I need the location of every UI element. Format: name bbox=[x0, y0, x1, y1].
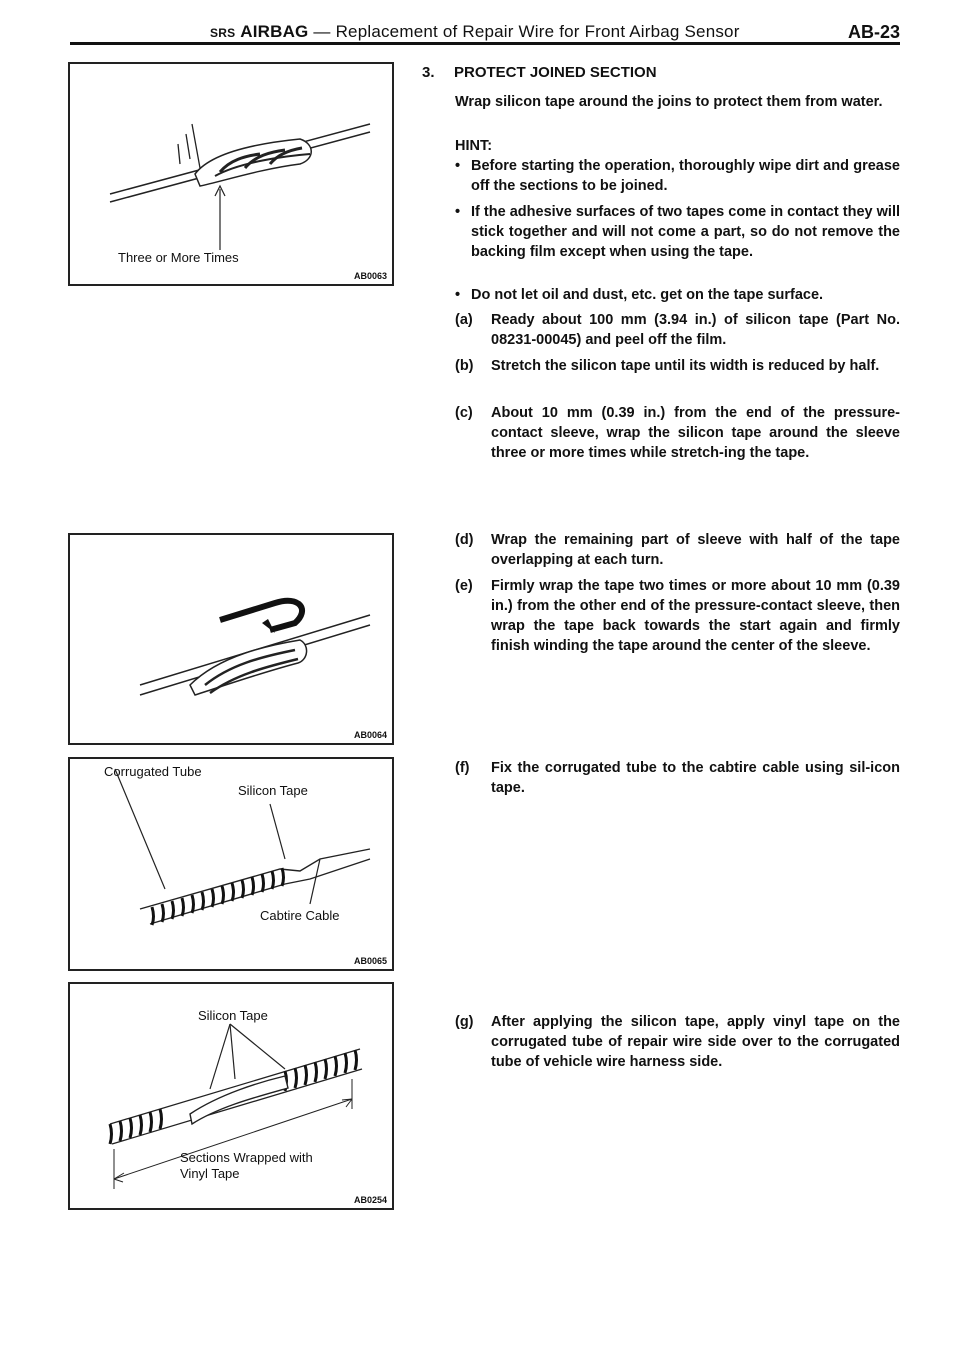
hint-label: HINT: bbox=[455, 138, 493, 154]
header-srs: SRS bbox=[210, 26, 236, 40]
figure-ab0063 bbox=[68, 62, 394, 286]
figure-label: Three or More Times bbox=[118, 250, 239, 265]
section-title bbox=[422, 64, 657, 81]
bullet-mark: • bbox=[455, 287, 461, 303]
section-number: 3. bbox=[422, 64, 435, 81]
step-g bbox=[455, 1012, 900, 1072]
step-c bbox=[455, 403, 900, 463]
step-text: Firmly wrap the tape two times or more about 10 mm (0.39 in.) from the other end of the pressure-contact sleeve, then wrap the tape back towards the start again and firmly finish winding the tape around the center of the sleeve. bbox=[491, 578, 900, 654]
bullet-text: Do not let oil and dust, etc. get on the tape surface. bbox=[471, 287, 824, 303]
figure-label-corrugated-tube: Corrugated Tube bbox=[104, 764, 202, 779]
hint-bullet bbox=[455, 202, 900, 262]
header-dash: — bbox=[313, 22, 331, 41]
step-b bbox=[455, 356, 900, 376]
figure-label-silicon-tape: Silicon Tape bbox=[198, 1008, 268, 1023]
section-intro: Wrap silicon tape around the joins to protect them from water. bbox=[455, 94, 883, 110]
step-text: Wrap the remaining part of sleeve with half of the tape overlapping at each turn. bbox=[491, 532, 900, 568]
figure-code: AB0063 bbox=[353, 271, 387, 281]
step-letter: (d) bbox=[455, 532, 474, 548]
figure-ab0065 bbox=[68, 757, 394, 971]
step-text: After applying the silicon tape, apply vinyl tape on the corrugated tube of repair wire side over to the corrugated tube of vehicle wire harness side. bbox=[491, 1014, 900, 1070]
header-title bbox=[210, 22, 740, 42]
figure-code: AB0065 bbox=[353, 956, 387, 966]
bullet-mark: • bbox=[455, 158, 461, 174]
figure-ab0064 bbox=[68, 533, 394, 745]
wrap-illustration-2 bbox=[70, 535, 392, 743]
figure-label-silicon-tape: Silicon Tape bbox=[238, 783, 308, 798]
page-header bbox=[70, 22, 900, 46]
step-letter: (c) bbox=[455, 405, 473, 421]
step-letter: (a) bbox=[455, 312, 473, 328]
hint-bullet bbox=[455, 156, 900, 196]
bullet-mark: • bbox=[455, 204, 461, 220]
figure-label-vinyl-tape: Vinyl Tape bbox=[180, 1166, 240, 1181]
step-text: About 10 mm (0.39 in.) from the end of the pressure-contact sleeve, wrap the silicon tape around the sleeve three or more times while stretch-ing the tape. bbox=[491, 405, 900, 461]
section-heading: PROTECT JOINED SECTION bbox=[454, 64, 657, 81]
step-f bbox=[455, 758, 900, 798]
header-rule bbox=[70, 42, 900, 45]
hint-bullet bbox=[455, 285, 900, 305]
step-a bbox=[455, 310, 900, 350]
page-number: AB-23 bbox=[847, 22, 900, 42]
step-letter: (g) bbox=[455, 1014, 474, 1030]
header-airbag: AIRBAG bbox=[240, 22, 309, 41]
corrugated-tube-illustration bbox=[70, 759, 392, 969]
figure-code: AB0064 bbox=[353, 730, 387, 740]
header-subtitle: Replacement of Repair Wire for Front Airbag Sensor bbox=[335, 22, 740, 41]
figure-code: AB0254 bbox=[353, 1195, 387, 1205]
bullet-text: Before starting the operation, thoroughly wipe dirt and grease off the sections to be joined. bbox=[471, 158, 900, 194]
step-text: Fix the corrugated tube to the cabtire cable using sil-icon tape. bbox=[491, 760, 900, 796]
step-text: Ready about 100 mm (3.94 in.) of silicon tape (Part No. 08231-00045) and peel off the film. bbox=[491, 312, 900, 348]
step-letter: (e) bbox=[455, 578, 473, 594]
bullet-text: If the adhesive surfaces of two tapes come in contact they will stick together and will not come a part, so do not remove the backing film except when using the tape. bbox=[471, 204, 900, 260]
figure-ab0254 bbox=[68, 982, 394, 1210]
step-e bbox=[455, 576, 900, 656]
step-letter: (f) bbox=[455, 760, 470, 776]
figure-label-cabtire-cable: Cabtire Cable bbox=[260, 908, 340, 923]
step-d bbox=[455, 530, 900, 570]
figure-label-sections-wrapped: Sections Wrapped with bbox=[180, 1150, 313, 1165]
step-letter: (b) bbox=[455, 358, 474, 374]
step-text: Stretch the silicon tape until its width is reduced by half. bbox=[491, 358, 880, 374]
